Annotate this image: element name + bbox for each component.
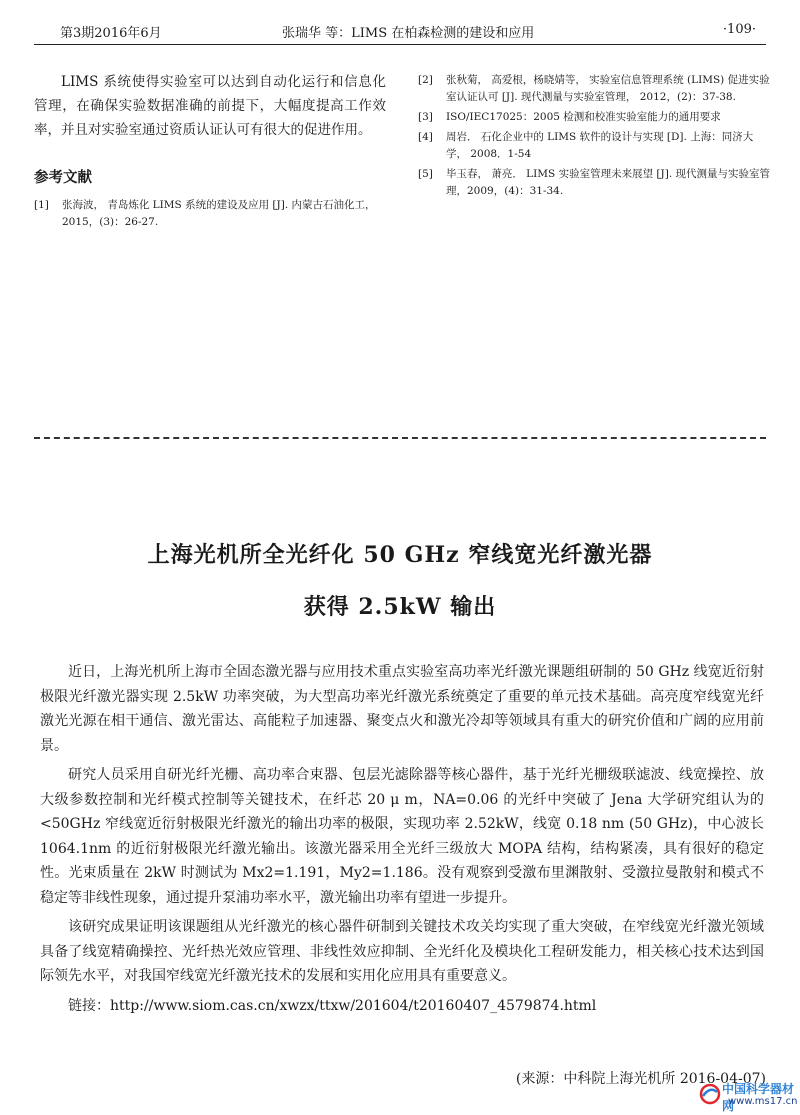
watermark-url: www.ms17.cn (728, 1096, 798, 1107)
reference-text: ISO/IEC17025：2005 检测和校准实验室能力的通用要求 (446, 111, 721, 123)
watermark-logo-text: 中国科学器材网 (722, 1082, 795, 1113)
reference-item (418, 129, 770, 163)
reference-text: 张秋菊， 高爱根，杨晓婧等， 实验室信息管理系统 (LIMS) 促进实验室认证认可 [J]. 现代测量与实验室管理， 2012，(2)：37-38. (446, 74, 770, 103)
reference-item (418, 72, 770, 106)
article-paragraph: 近日，上海光机所上海市全固态激光器与应用技术重点实验室高功率光纤激光课题组研制的 50 GHz 线宽近衍射极限光纤激光器实现 2.5kW 功率突破，为大型高功率光纤激光系统奠定了重要的单元技术基础。高亮度窄线宽光纤激光光源在相干通信、激光雷达、高能粒子加速器、聚变点火和激光冷却等领域具有重大的研究价值和广阔的应用前景。 (40, 664, 764, 754)
reference-number: [3] (418, 111, 433, 123)
reference-item (34, 197, 386, 231)
reference-text: 周岩． 石化企业中的 LIMS 软件的设计与实现 [D]. 上海：同济大学， 2008．1-54 (446, 131, 754, 160)
article-link-line (40, 994, 764, 1018)
article-paragraph: 该研究成果证明该课题组从光纤激光的核心器件研制到关键技术攻关均实现了重大突破，在窄线宽光纤激光领域具备了线宽精确操控、光纤热光效应管理、非线性效应抑制、全光纤化及模块化工程研发能力，相关核心技术达到国际领先水平，对我国窄线宽光纤激光技术的发展和实用化应用具有重要意义。 (40, 919, 764, 984)
article-title-line-1: 上海光机所全光纤化 50 GHz 窄线宽光纤激光器 (147, 542, 653, 568)
article-paragraph: 研究人员采用自研光纤光栅、高功率合束器、包层光滤除器等核心器件，基于光纤光栅级联滤波、线宽操控、放大级参数控制和光纤模式控制等关键技术，在纤芯 20 μ m，NA=0.06 的光纤中突破了 Jena 大学研究组认为的 <50GHz 窄线宽近衍射极限光纤激光的输出功率的极限，实现功率 2.52kW，线宽 0.18 nm (50 GHz)，中心波长 1064.1nm 的近衍射极限光纤激光输出。该激光器采用全光纤三级放大 MOPA 结构，结构紧凑，具有很好的稳定性。光束质量在 2kW 时测试为 Mx2=1.191，My2=1.186。没有观察到受激布里渊散射、受激拉曼散射和模式不稳定等非线性现象，通过提升泵浦功率水平，激光输出功率有望进一步提升。 (40, 767, 764, 906)
reference-number: [1] (34, 199, 49, 211)
article-title-line-2: 获得 2.5kW 输出 (303, 594, 497, 620)
watermark-swirl-icon (698, 1082, 722, 1106)
reference-number: [5] (418, 168, 433, 180)
reference-text: 毕玉春， 萧亮． LIMS 实验室管理未来展望 [J]. 现代测量与实验室管理，2009，(4)：31-34. (446, 168, 770, 197)
reference-number: [4] (418, 131, 433, 143)
page-number: ·109· (722, 22, 756, 37)
left-column (34, 70, 386, 234)
running-title: 张瑞华 等：LIMS 在柏森检测的建设和应用 (282, 26, 535, 41)
reference-item (418, 109, 770, 126)
article-link[interactable]: http://www.siom.cas.cn/xwzx/ttxw/201604/t20160407_4579874.html (110, 997, 597, 1014)
reference-number: [2] (418, 74, 433, 86)
site-watermark (698, 1080, 798, 1113)
link-label: 链接： (68, 997, 110, 1014)
article-body (40, 660, 764, 1018)
right-column (418, 72, 770, 203)
closing-paragraph: LIMS 系统使得实验室可以达到自动化运行和信息化管理，在确保实验数据准确的前提下，大幅度提高工作效率，并且对实验室通过资质认证认可有很大的促进作用。 (34, 74, 386, 138)
article-source: (来源：中科院上海光机所 2016-04-07) (515, 1071, 766, 1087)
journal-issue: 第3期2016年6月 (60, 26, 162, 41)
section-divider (34, 437, 766, 439)
header-rule (34, 44, 766, 45)
reference-item (418, 166, 770, 200)
reference-text: 张海波， 青岛炼化 LIMS 系统的建设及应用 [J]. 内蒙古石油化工， 2015，(3)：26-27. (62, 199, 376, 228)
references-heading: 参考文献 (34, 170, 92, 186)
